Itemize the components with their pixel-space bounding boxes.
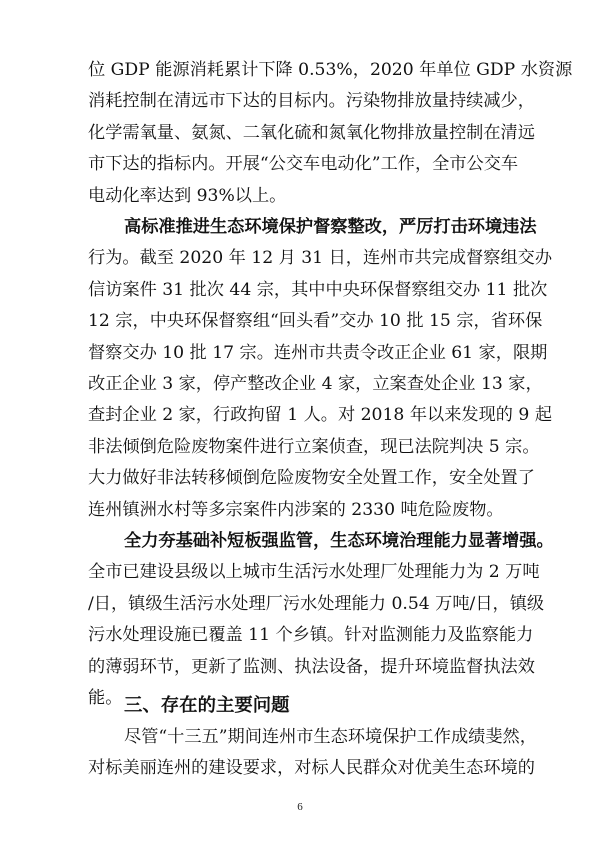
text-line: 12 宗，中央环保督察组“回头看”交办 10 批 15 宗，省环保 [88,311,543,332]
text-line: 位 GDP 能源消耗累计下降 0.53%，2020 年单位 GDP 水资源 [88,60,573,80]
text-line: 的薄弱环节，更新了监测、执法设备，提升环境监督执法效 [88,656,535,677]
text-line: 非法倾倒危险废物案件进行立案侦查，现已法院判决 5 宗。 [88,436,540,457]
text-line: 市下达的指标内。开展“公交车电动化”工作，全市公交车 [88,154,519,175]
text-line: 改正企业 3 家，停产整改企业 4 家，立案查处企业 13 家， [88,374,543,394]
text-line: 化学需氧量、氨氮、二氧化硫和氮氧化物排放量控制在清远 [88,122,535,143]
text-line: 电动化率达到 93%以上。 [88,185,287,206]
text-line: 督察交办 10 批 17 宗。连州市共责令改正企业 61 家，限期 [88,342,548,363]
section-heading: 三、存在的主要问题 [124,695,290,716]
text-line: 全市已建设县级以上城市生活污水处理厂处理能力为 2 万吨 [88,562,540,583]
text-line: 对标美丽连州的建设要求，对标人民群众对优美生态环境的 [88,758,535,778]
page-number: 6 [297,801,303,813]
paragraph-lead-bold: 全力夯基础补短板强监管，生态环境治理能力显著增强。 [124,531,554,551]
text-line: 行为。截至 2020 年 12 月 31 日，连州市共完成督察组交办 [88,248,553,269]
text-line: 污水处理设施已覆盖 11 个乡镇。针对监测能力及监察能力 [88,625,534,646]
text-line: 消耗控制在清远市下达的目标内。污染物排放量持续减少， [88,91,535,112]
text-line: 能。 [88,688,123,708]
text-line: 查封企业 2 家，行政拘留 1 人。对 2018 年以来发现的 9 起 [88,405,553,426]
text-line: 连州镇洲水村等多宗案件内涉案的 2330 吨危险废物。 [88,499,504,520]
paragraph-lead-bold: 高标准推进生态环境保护督察整改，严厉打击环境违法 [124,217,537,237]
text-line: 尽管“十三五”期间连州市生态环境保护工作成绩斐然， [124,727,537,747]
text-line: 大力做好非法转移倾倒危险废物安全处置工作，安全处置了 [88,468,535,489]
text-line: /日，镇级生活污水处理厂污水处理能力 0.54 万吨/日，镇级 [88,593,545,614]
text-line: 信访案件 31 批次 44 宗，其中中央环保督察组交办 11 批次 [88,279,548,300]
